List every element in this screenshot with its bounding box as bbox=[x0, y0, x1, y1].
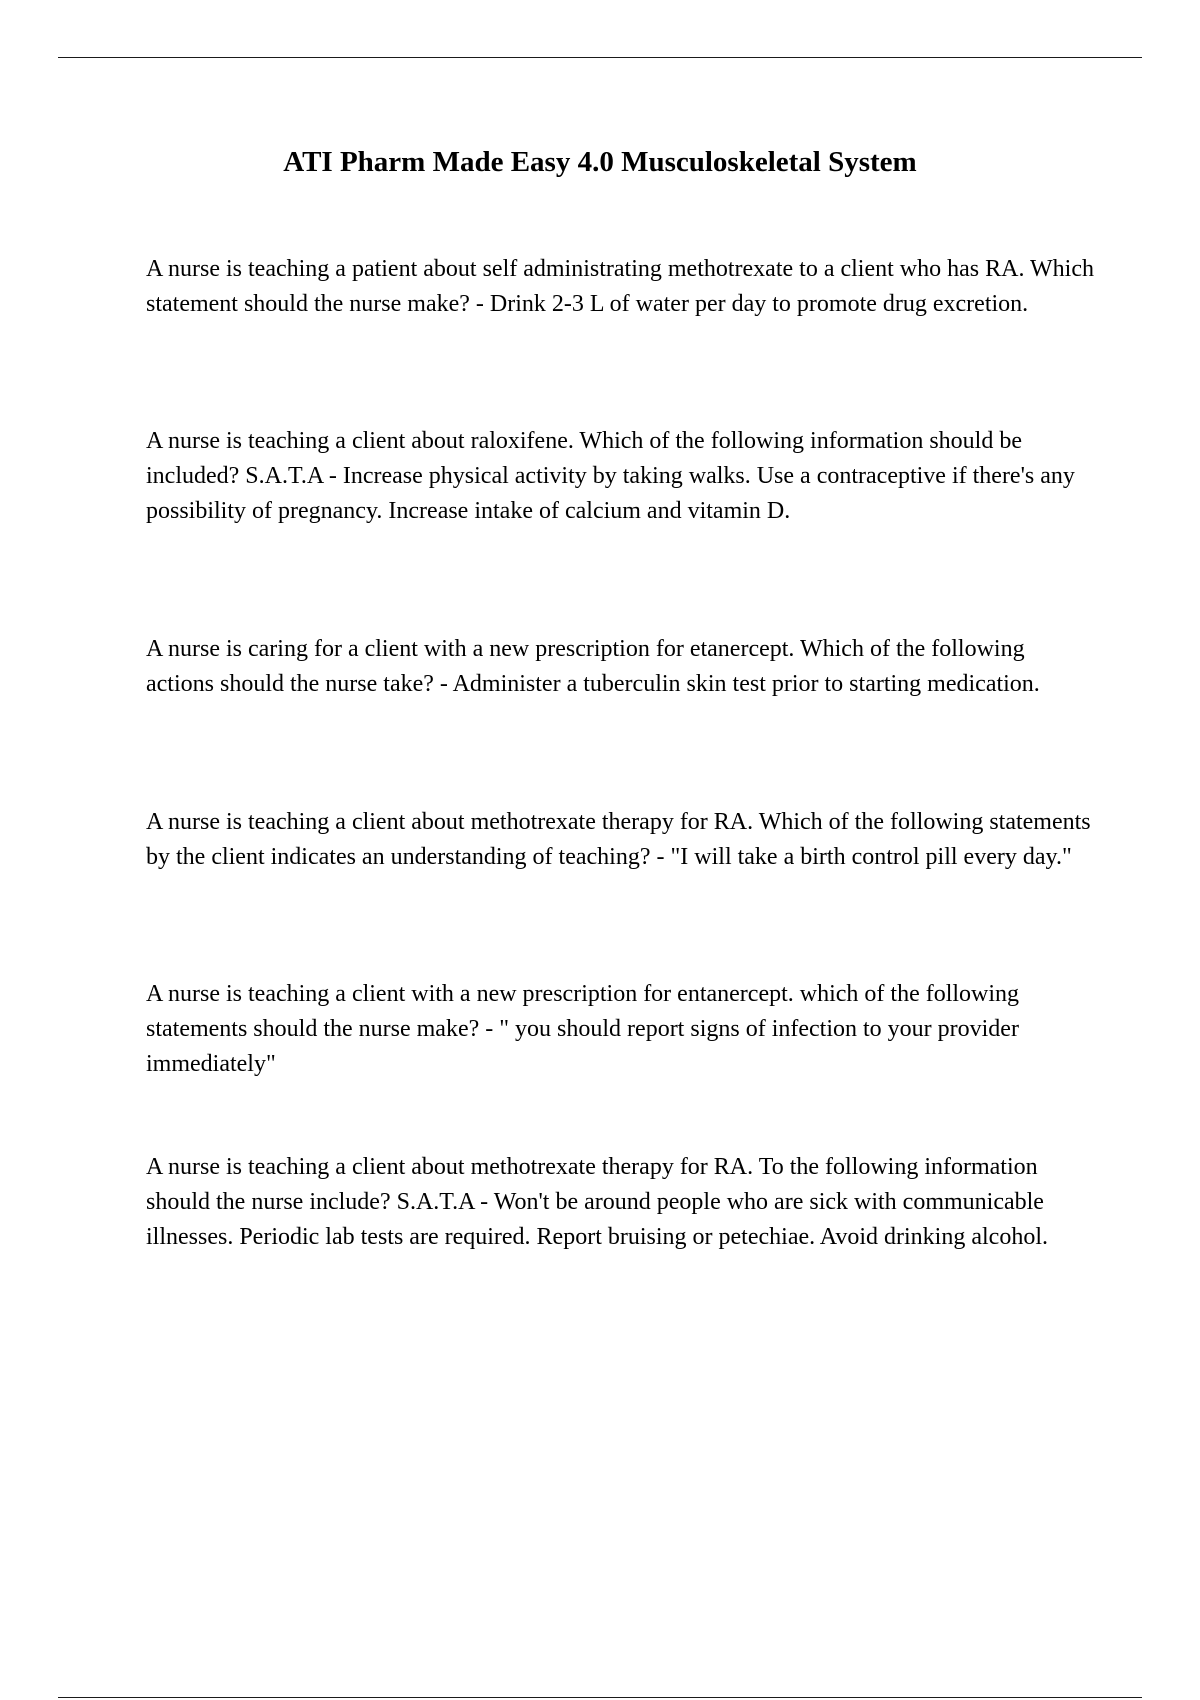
qa-item: A nurse is caring for a client with a new prescription for etanercept. Which of the following actions should the nurse take? - Administer a tuberculin skin test prior to starting medication. bbox=[146, 636, 1040, 697]
bottom-divider bbox=[58, 1697, 1142, 1698]
qa-item: A nurse is teaching a client about methotrexate therapy for RA. To the following information should the nurse include? S.A.T.A - Won't be around people who are sick with communicable illnesses. Periodic lab tests are required. Report bruising or petechiae. Avoid drinking alcohol. bbox=[146, 1154, 1048, 1250]
qa-item: A nurse is teaching a client with a new prescription for entanercept. which of the following statements should the nurse make? - " you should report signs of infection to your provider immediately" bbox=[146, 981, 1020, 1077]
qa-item: A nurse is teaching a client about raloxifene. Which of the following information should be included? S.A.T.A - Increase physical activity by taking walks. Use a contraceptive if there's any possibility of pregnancy. Increase intake of calcium and vitamin D. bbox=[146, 428, 1075, 524]
top-divider bbox=[58, 57, 1142, 58]
qa-item: A nurse is teaching a client about methotrexate therapy for RA. Which of the following statements by the client indicates an understanding of teaching? - "I will take a birth control pill every day." bbox=[146, 809, 1091, 870]
qa-item: A nurse is teaching a patient about self administrating methotrexate to a client who has RA. Which statement should the nurse make? - Drink 2-3 L of water per day to promote drug excretion. bbox=[146, 256, 1094, 317]
document-title: ATI Pharm Made Easy 4.0 Musculoskeletal System bbox=[283, 146, 917, 178]
